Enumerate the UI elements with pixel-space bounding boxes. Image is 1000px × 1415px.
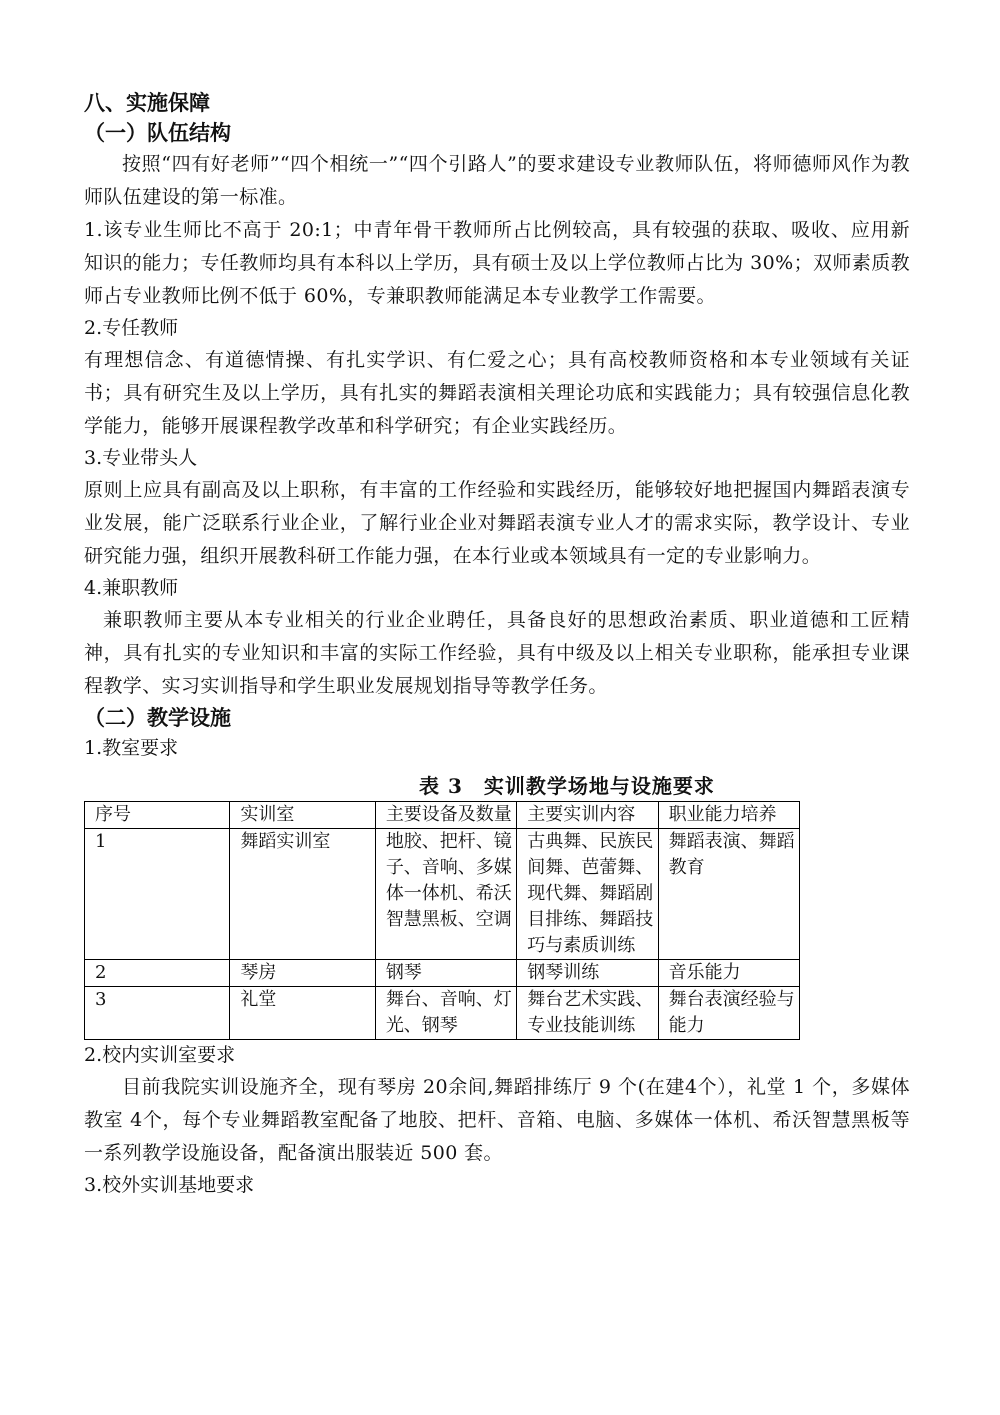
table-row — [85, 960, 800, 987]
heading-fulltime-teachers: 2.专任教师 — [84, 317, 179, 339]
table-header-cell: 序号 — [85, 802, 230, 829]
table-header-cell: 实训室 — [230, 802, 375, 829]
paragraph-fulltime-teachers: 有理想信念、有道德情操、有扎实学识、有仁爱之心；具有高校教师资格和本专业领域有关证书；具有研究生及以上学历，具有扎实的舞蹈表演相关理论功底和实践能力；具有较强信息化教学能力，能够开展课程教学改革和科学研究；有企业实践经历。 — [84, 349, 910, 437]
facilities-table — [84, 801, 800, 1040]
paragraph-parttime-teachers: 兼职教师主要从本专业相关的行业企业聘任，具备良好的思想政治素质、职业道德和工匠精神，具有扎实的专业知识和丰富的实际工作经验，具有中级及以上相关专业职称，能承担专业课程教学、实习实训指导和学生职业发展规划指导等教学任务。 — [84, 609, 910, 697]
table-cell: 舞台艺术实践、专业技能训练 — [517, 987, 658, 1040]
table-cell: 舞蹈实训室 — [230, 829, 375, 960]
section-title: 八、实施保障 — [84, 90, 210, 115]
heading-discipline-leader: 3.专业带头人 — [84, 447, 198, 469]
paragraph-oncampus-training: 目前我院实训设施齐全，现有琴房 20余间,舞蹈排练厅 9 个(在建4个），礼堂 1 个，多媒体教室 4个，每个专业舞蹈教室配备了地胶、把杆、音箱、电脑、多媒体一体机、希沃智慧黑板等一系列教学设施设备，配备演出服装近 500 套。 — [84, 1076, 910, 1164]
table-cell: 舞蹈表演、舞蹈教育 — [658, 829, 799, 960]
table-row — [85, 829, 800, 960]
table-header-row — [85, 802, 800, 829]
table-cell: 古典舞、民族民间舞、芭蕾舞、现代舞、舞蹈剧目排练、舞蹈技巧与素质训练 — [517, 829, 658, 960]
table-cell: 2 — [85, 960, 230, 987]
paragraph-discipline-leader: 原则上应具有副高及以上职称，有丰富的工作经验和实践经历，能够较好地把握国内舞蹈表演专业发展，能广泛联系行业企业，了解行业企业对舞蹈表演专业人才的需求实际，教学设计、专业研究能力强，组织开展教科研工作能力强，在本行业或本领域具有一定的专业影响力。 — [84, 479, 910, 567]
table-cell: 钢琴训练 — [517, 960, 658, 987]
table-cell: 礼堂 — [230, 987, 375, 1040]
heading-oncampus-training: 2.校内实训室要求 — [84, 1044, 236, 1066]
table-row — [85, 987, 800, 1040]
heading-offcampus-training: 3.校外实训基地要求 — [84, 1174, 255, 1196]
paragraph-ratio: 1.该专业生师比不高于 20:1；中青年骨干教师所占比例较高，具有较强的获取、吸收、应用新知识的能力；专任教师均具有本科以上学历，具有硕士及以上学位教师占比为 30%；双师素质教师占专业教师比例不低于 60%，专兼职教师能满足本专业教学工作需要。 — [84, 219, 910, 307]
paragraph-intro: 按照“四有好老师”“四个相统一”“四个引路人”的要求建设专业教师队伍，将师德师风作为教师队伍建设的第一标准。 — [84, 153, 910, 208]
heading-classroom: 1.教室要求 — [84, 737, 179, 759]
table-cell: 1 — [85, 829, 230, 960]
heading-parttime-teachers: 4.兼职教师 — [84, 577, 179, 599]
table-cell: 3 — [85, 987, 230, 1040]
table-header-cell: 职业能力培养 — [658, 802, 799, 829]
table-cell: 琴房 — [230, 960, 375, 987]
table-cell: 钢琴 — [375, 960, 516, 987]
table-cell: 舞台、音响、灯光、钢琴 — [375, 987, 516, 1040]
table-header-cell: 主要设备及数量 — [375, 802, 516, 829]
subsection-title-team: （一）队伍结构 — [84, 120, 231, 145]
table-cell: 地胶、把杆、镜子、音响、多媒体一体机、希沃智慧黑板、空调 — [375, 829, 516, 960]
table-cell: 音乐能力 — [658, 960, 799, 987]
subsection-title-facilities: （二）教学设施 — [84, 705, 231, 730]
table-cell: 舞台表演经验与能力 — [658, 987, 799, 1040]
table-title: 表 3 实训教学场地与设施要求 — [419, 774, 715, 798]
table-header-cell: 主要实训内容 — [517, 802, 658, 829]
document-page — [84, 88, 910, 1201]
